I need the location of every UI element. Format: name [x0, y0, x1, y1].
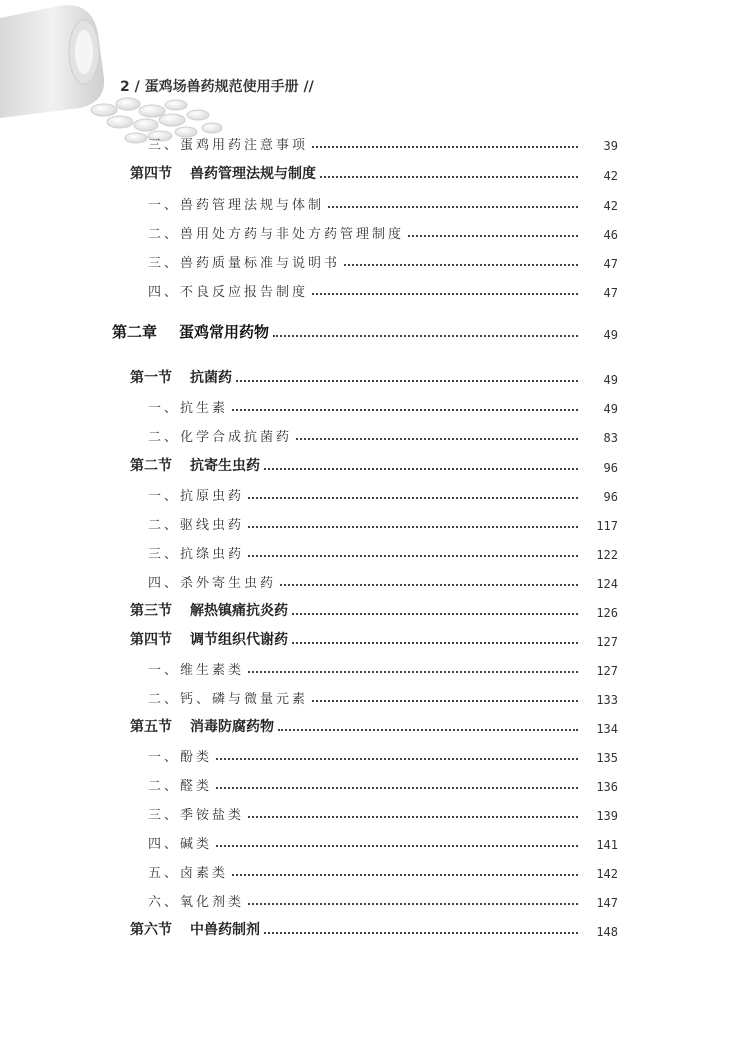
toc-title — [148, 659, 244, 678]
toc-title-text: 四、杀外寄生虫药 — [148, 576, 277, 591]
dot-leader — [408, 235, 578, 237]
toc-entry-item — [0, 656, 730, 678]
toc-page-number: 135 — [596, 751, 618, 765]
toc-page-number: 47 — [603, 286, 618, 300]
toc-label: 第五节 — [130, 719, 172, 735]
toc-page-number: 96 — [603, 490, 618, 504]
dot-leader — [264, 468, 578, 470]
toc-entry-item — [0, 830, 730, 852]
toc-title-text: 中兽药制剂 — [190, 922, 260, 938]
dot-leader — [264, 932, 578, 934]
toc-label: 第一节 — [130, 370, 172, 386]
toc-page-number: 83 — [603, 431, 618, 445]
toc-entry-item — [0, 482, 730, 504]
toc-title — [130, 629, 288, 649]
toc-page-number: 42 — [603, 169, 618, 183]
toc-title-text: 二、醛类 — [148, 779, 213, 794]
toc-title-text: 六、氧化剂类 — [148, 895, 245, 910]
toc-entry-section — [0, 714, 730, 736]
toc-page-number: 126 — [596, 606, 618, 620]
dot-leader — [216, 758, 578, 760]
toc-title-text: 消毒防腐药物 — [190, 719, 274, 735]
toc-entry-item — [0, 423, 730, 445]
toc-page-number: 147 — [596, 896, 618, 910]
toc-title-text: 三、季铵盐类 — [148, 808, 245, 823]
dot-leader — [248, 497, 578, 499]
dot-leader — [292, 642, 578, 644]
header-book-title: 蛋鸡场兽药规范使用手册 — [144, 79, 299, 95]
toc-title-text: 二、兽用处方药与非处方药管理制度 — [148, 227, 405, 242]
dot-leader — [216, 787, 578, 789]
dot-leader — [273, 335, 578, 337]
bottle-shape — [0, 5, 104, 118]
toc-page-number: 96 — [603, 461, 618, 475]
dot-leader — [312, 293, 578, 295]
header-slash: / — [134, 79, 145, 95]
header-page-number: 2 — [120, 79, 130, 95]
toc-title — [148, 397, 228, 416]
toc-page-number: 49 — [603, 402, 618, 416]
toc-page-number: 42 — [603, 199, 618, 213]
toc-label: 第二章 — [112, 323, 158, 341]
toc-entry-item — [0, 743, 730, 765]
toc-page-number: 127 — [596, 635, 618, 649]
toc-entry-section — [0, 917, 730, 939]
dot-leader — [328, 206, 578, 208]
toc-title — [148, 891, 244, 910]
toc-title-text: 一、抗原虫药 — [148, 489, 245, 504]
dot-leader — [248, 903, 578, 905]
toc-page-number: 139 — [596, 809, 618, 823]
dot-leader — [232, 874, 578, 876]
toc-title — [148, 426, 292, 445]
toc-title-text: 解热镇痛抗炎药 — [190, 603, 288, 619]
toc-page-number: 127 — [596, 664, 618, 678]
dot-leader — [344, 264, 578, 266]
toc-entry-item — [0, 220, 730, 242]
toc-entry-item — [0, 249, 730, 271]
toc-title — [148, 543, 244, 562]
toc-title — [148, 862, 228, 881]
toc-page-number: 122 — [596, 548, 618, 562]
toc-title — [130, 716, 274, 736]
toc-entry-item — [0, 888, 730, 910]
dot-leader — [312, 146, 578, 148]
toc-entry-item — [0, 131, 730, 153]
toc-title — [148, 833, 212, 852]
toc-label: 第四节 — [130, 166, 172, 182]
toc-title — [148, 775, 212, 794]
toc-title — [148, 688, 308, 707]
toc-page-number: 148 — [596, 925, 618, 939]
toc-title — [148, 134, 308, 153]
toc-entry-item — [0, 278, 730, 300]
toc-title — [130, 163, 316, 183]
dot-leader — [280, 584, 578, 586]
toc-entry-item — [0, 569, 730, 591]
toc-title-text: 四、碱类 — [148, 837, 213, 852]
dot-leader — [248, 526, 578, 528]
toc-title-text: 二、化学合成抗菌药 — [148, 430, 293, 445]
pill-bottle-illustration — [0, 0, 240, 150]
toc-title-text: 一、酚类 — [148, 750, 213, 765]
toc-title-text: 抗菌药 — [190, 370, 232, 386]
toc-label: 第四节 — [130, 632, 172, 648]
toc-title-text: 三、抗绦虫药 — [148, 547, 245, 562]
dot-leader — [248, 555, 578, 557]
toc-page-number: 136 — [596, 780, 618, 794]
toc-page-number: 49 — [603, 328, 618, 342]
dot-leader — [216, 845, 578, 847]
toc-entry-item — [0, 859, 730, 881]
toc-title-text: 抗寄生虫药 — [190, 458, 260, 474]
toc-page-number: 117 — [596, 519, 618, 533]
toc-title — [148, 194, 324, 213]
dot-leader — [236, 380, 578, 382]
toc-entry-chapter — [0, 320, 730, 342]
toc-label: 第三节 — [130, 603, 172, 619]
toc-page-number: 124 — [596, 577, 618, 591]
toc-title — [148, 572, 276, 591]
toc-title-text: 三、蛋鸡用药注意事项 — [148, 138, 309, 153]
toc-title-text: 三、兽药质量标准与说明书 — [148, 256, 341, 271]
toc-title — [148, 223, 404, 242]
toc-page-number: 39 — [603, 139, 618, 153]
toc-page-number: 142 — [596, 867, 618, 881]
toc-entry-section — [0, 365, 730, 387]
toc-title-text: 蛋鸡常用药物 — [179, 323, 270, 341]
toc-entry-item — [0, 685, 730, 707]
toc-title — [148, 514, 244, 533]
toc-title-text: 二、驱线虫药 — [148, 518, 245, 533]
dot-leader — [320, 176, 578, 178]
toc-title-text: 五、卤素类 — [148, 866, 229, 881]
toc-title-text: 兽药管理法规与制度 — [190, 166, 316, 182]
toc-entry-item — [0, 511, 730, 533]
dot-leader — [296, 438, 578, 440]
toc-entry-item — [0, 191, 730, 213]
toc-entry-section — [0, 598, 730, 620]
toc-page-number: 134 — [596, 722, 618, 736]
toc-page-number: 141 — [596, 838, 618, 852]
toc-title-text: 调节组织代谢药 — [190, 632, 288, 648]
toc-title — [148, 804, 244, 823]
toc-title-text: 一、维生素类 — [148, 663, 245, 678]
toc-entry-item — [0, 801, 730, 823]
toc-title — [148, 281, 308, 300]
toc-title-text: 二、钙、磷与微量元素 — [148, 692, 309, 707]
toc-label: 第二节 — [130, 458, 172, 474]
toc-page-number: 47 — [603, 257, 618, 271]
dot-leader — [248, 816, 578, 818]
dot-leader — [278, 729, 578, 731]
toc-entry-section — [0, 627, 730, 649]
toc-page-number: 49 — [603, 373, 618, 387]
toc-title — [130, 367, 232, 387]
toc-title-text: 四、不良反应报告制度 — [148, 285, 309, 300]
dot-leader — [248, 671, 578, 673]
dot-leader — [232, 409, 578, 411]
toc-entry-section — [0, 161, 730, 183]
dot-leader — [292, 613, 578, 615]
header-double-slash: // — [303, 79, 314, 95]
toc-title — [112, 321, 269, 342]
dot-leader — [312, 700, 578, 702]
toc-title — [130, 919, 260, 939]
toc-title — [148, 485, 244, 504]
toc-entry-item — [0, 540, 730, 562]
toc-title — [130, 600, 288, 620]
toc-title — [148, 746, 212, 765]
toc-title — [148, 252, 340, 271]
running-head — [120, 76, 314, 96]
toc-title-text: 一、兽药管理法规与体制 — [148, 198, 325, 213]
toc-page-number: 133 — [596, 693, 618, 707]
toc-entry-item — [0, 772, 730, 794]
toc-entry-item — [0, 394, 730, 416]
toc-label: 第六节 — [130, 922, 172, 938]
toc-page-number: 46 — [603, 228, 618, 242]
toc-title — [130, 455, 260, 475]
toc-entry-section — [0, 453, 730, 475]
toc-title-text: 一、抗生素 — [148, 401, 229, 416]
